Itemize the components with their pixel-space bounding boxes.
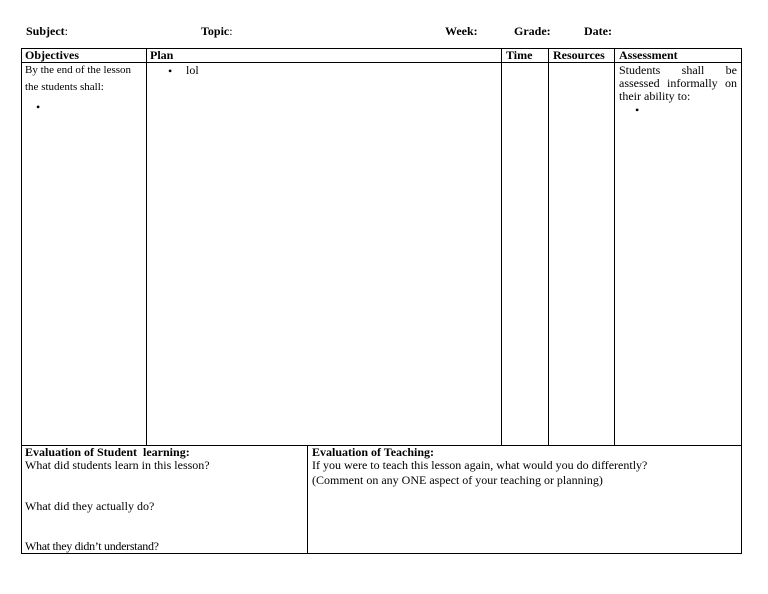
subject-label: Subject bbox=[26, 24, 65, 38]
topic-colon: : bbox=[229, 24, 233, 38]
col-divider-plan bbox=[501, 48, 502, 446]
week-field bbox=[445, 24, 478, 38]
objectives-text-line2: the students shall: bbox=[25, 81, 104, 93]
evaluation-question-did: What did they actually do? bbox=[25, 499, 155, 513]
evaluation-col-divider bbox=[307, 445, 308, 554]
assessment-bullet-icon: • bbox=[635, 103, 640, 117]
evaluation-teaching-note: (Comment on any ONE aspect of your teaching or planning) bbox=[312, 473, 603, 487]
objectives-text-line1: By the end of the lesson bbox=[25, 64, 132, 76]
evaluation-question-not-understand: What they didn’t understand? bbox=[25, 539, 159, 553]
date-field bbox=[584, 24, 612, 38]
column-header-time: Time bbox=[506, 48, 533, 62]
grade-label: Grade: bbox=[514, 24, 551, 38]
assessment-text: Students shall be assessed informally on their ability to: bbox=[619, 63, 737, 103]
col-divider-time bbox=[548, 48, 549, 446]
objectives-bullet-icon: • bbox=[36, 100, 41, 114]
column-header-resources: Resources bbox=[553, 48, 605, 62]
evaluation-student-title: Evaluation of Student learning: bbox=[25, 445, 190, 459]
plan-item: lol bbox=[186, 63, 199, 77]
col-divider-objectives bbox=[146, 48, 147, 446]
col-divider-resources bbox=[614, 48, 615, 446]
evaluation-teaching-title: Evaluation of Teaching: bbox=[312, 445, 435, 459]
week-label: Week: bbox=[445, 24, 478, 38]
subject-field bbox=[26, 24, 68, 38]
evaluation-teaching-question: If you were to teach this lesson again, what would you do differently? bbox=[312, 458, 648, 472]
grade-field bbox=[514, 24, 551, 38]
column-header-plan: Plan bbox=[150, 48, 174, 62]
topic-label: Topic bbox=[201, 24, 230, 38]
subject-colon: : bbox=[64, 24, 69, 38]
column-header-assessment: Assessment bbox=[619, 48, 678, 62]
topic-field bbox=[201, 24, 233, 38]
column-header-objectives: Objectives bbox=[25, 48, 79, 62]
evaluation-question-learned: What did students learn in this lesson? bbox=[25, 458, 210, 472]
date-label: Date: bbox=[584, 24, 612, 38]
plan-bullet-icon: • bbox=[168, 64, 173, 78]
